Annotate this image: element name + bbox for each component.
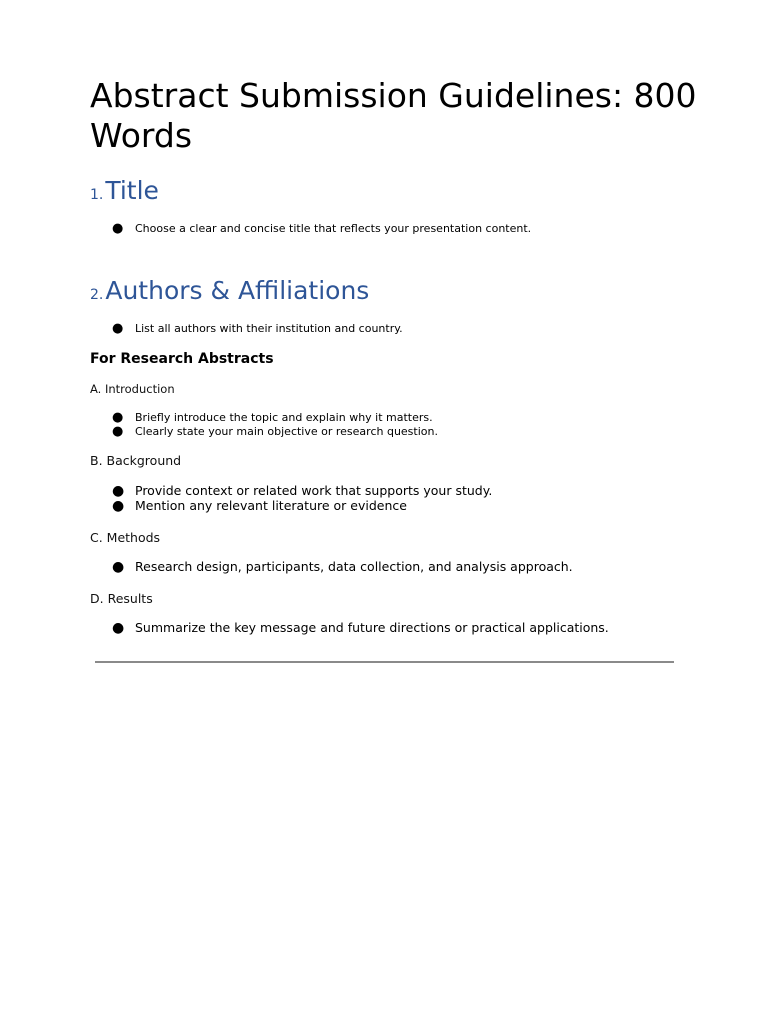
bullet-icon: ● xyxy=(112,321,124,336)
bullet-icon: ● xyxy=(112,497,125,514)
list-item xyxy=(112,499,492,514)
section-heading-text: Authors & Affiliations xyxy=(105,276,370,305)
bullet-icon: ● xyxy=(112,559,125,575)
bullet-list xyxy=(112,411,438,439)
list-item-text: Summarize the key message and future directions or practical applications. xyxy=(135,620,609,635)
list-item xyxy=(112,621,609,636)
bullet-list xyxy=(112,484,492,513)
list-item xyxy=(112,425,438,439)
bullet-list xyxy=(112,322,403,336)
research-subheading: For Research Abstracts xyxy=(90,351,274,367)
bullet-icon: ● xyxy=(112,483,125,499)
list-item xyxy=(112,322,403,336)
list-item-text: Choose a clear and concise title that reflects your presentation content. xyxy=(135,222,532,235)
bullet-icon: ● xyxy=(112,410,124,425)
list-item-text: Research design, participants, data collection, and analysis approach. xyxy=(135,559,573,574)
section-number: 2. xyxy=(90,287,104,303)
list-item xyxy=(112,484,492,499)
section-number: 1. xyxy=(90,187,104,203)
bullet-list xyxy=(112,621,609,636)
list-item xyxy=(112,560,573,575)
section-heading-title xyxy=(90,176,159,205)
part-label-results: D. Results xyxy=(90,591,153,606)
list-item-text: Mention any relevant literature or evidence xyxy=(135,497,407,513)
section-heading-authors xyxy=(90,276,369,305)
list-item xyxy=(112,411,438,425)
bullet-icon: ● xyxy=(112,424,124,439)
list-item-text: Clearly state your main objective or research question. xyxy=(135,425,438,438)
bullet-list xyxy=(112,222,531,236)
list-item-text: Provide context or related work that supports your study. xyxy=(135,483,493,498)
horizontal-divider xyxy=(95,661,674,663)
document-title: Abstract Submission Guidelines: 800 Words xyxy=(90,76,697,155)
bullet-icon: ● xyxy=(112,620,125,636)
list-item-text: List all authors with their institution and country. xyxy=(135,322,403,335)
section-heading-text: Title xyxy=(105,176,159,205)
list-item-text: Briefly introduce the topic and explain why it matters. xyxy=(135,411,433,424)
part-label-introduction: A. Introduction xyxy=(90,382,175,396)
list-item xyxy=(112,222,531,236)
part-label-background: B. Background xyxy=(90,453,182,468)
part-label-methods: C. Methods xyxy=(90,530,161,545)
bullet-icon: ● xyxy=(112,221,124,236)
bullet-list xyxy=(112,560,573,575)
